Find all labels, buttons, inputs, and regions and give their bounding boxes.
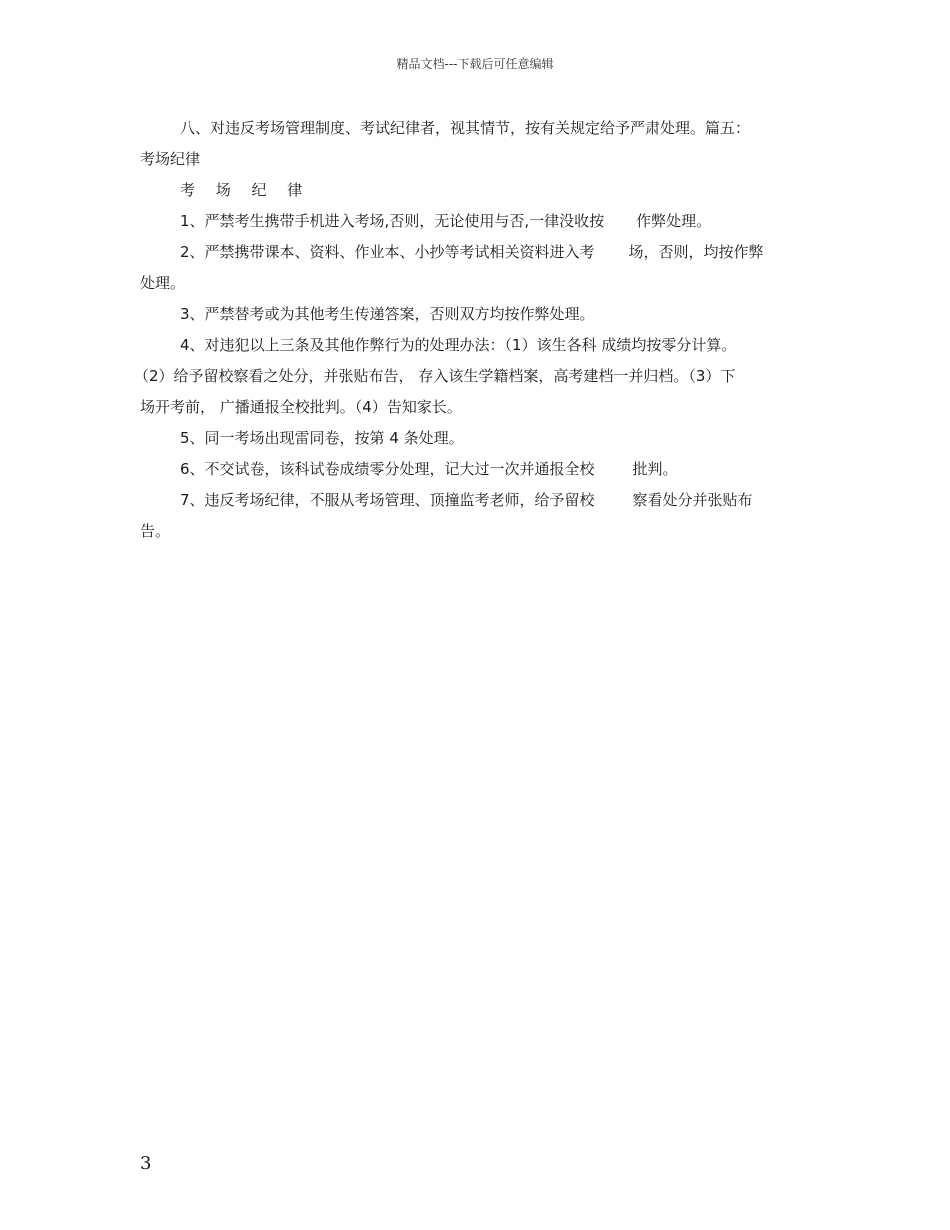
rule-6-text-a: 6、不交试卷，该科试卷成绩零分处理，记大过一次并通报全校 xyxy=(180,460,595,478)
rule-5-text: 5、同一考场出现雷同卷，按第 4 条处理。 xyxy=(180,429,464,447)
item-8-text: 八、对违反考场管理制度、考试纪律者，视其情节，按有关规定给予严肃处理。篇五： xyxy=(180,119,751,137)
page-header: 精品文档---下载后可任意编辑 xyxy=(396,57,554,71)
rule-2-text-c: 处理。 xyxy=(140,274,186,292)
page-number: 3 xyxy=(140,1153,152,1174)
rule-4 xyxy=(140,330,810,361)
rule-7-cont xyxy=(140,516,810,547)
rule-6-text-b: 批判。 xyxy=(632,460,678,478)
section-title xyxy=(140,175,810,206)
section-title-text: 考 场 纪 律 xyxy=(180,181,311,199)
rule-7 xyxy=(140,485,810,516)
rule-7-text-c: 告。 xyxy=(140,522,171,540)
rule-1-text-b: 作弊处理。 xyxy=(636,212,712,230)
rule-7-text-a: 7、违反考场纪律，不服从考场管理、顶撞监考老师，给予留校 xyxy=(180,491,595,509)
rule-4-cont-2 xyxy=(140,392,810,423)
rule-6 xyxy=(140,454,810,485)
rule-1 xyxy=(140,206,810,237)
rule-4-cont-1 xyxy=(134,361,810,392)
paragraph-item-8 xyxy=(140,113,810,144)
paragraph-item-8-cont xyxy=(140,144,810,175)
rule-4-text-b: （2）给予留校察看之处分，并张贴布告， 存入该生学籍档案，高考建档一并归档。（3）下 xyxy=(134,367,736,385)
rule-3-text: 3、严禁替考或为其他考生传递答案，否则双方均按作弊处理。 xyxy=(180,305,595,323)
rule-5 xyxy=(140,423,810,454)
rule-3 xyxy=(140,299,810,330)
rule-4-text-c: 场开考前， 广播通报全校批判。（4）告知家长。 xyxy=(140,398,462,416)
rule-2-text-a: 2、严禁携带课本、资料、作业本、小抄等考试相关资料进入考 xyxy=(180,243,595,261)
item-8-text-cont: 考场纪律 xyxy=(140,150,201,168)
rule-1-text-a: 1、严禁考生携带手机进入考场,否则，无论使用与否,一律没收按 xyxy=(180,212,605,230)
rule-2 xyxy=(140,237,810,268)
rule-4-text-a: 4、对违犯以上三条及其他作弊行为的处理办法：（1）该生各科 成绩均按零分计算。 xyxy=(180,336,737,354)
document-body xyxy=(134,113,810,547)
rule-7-text-b: 察看处分并张贴布 xyxy=(632,491,753,509)
rule-2-cont xyxy=(140,268,810,299)
rule-2-text-b: 场，否则，均按作弊 xyxy=(628,243,764,261)
